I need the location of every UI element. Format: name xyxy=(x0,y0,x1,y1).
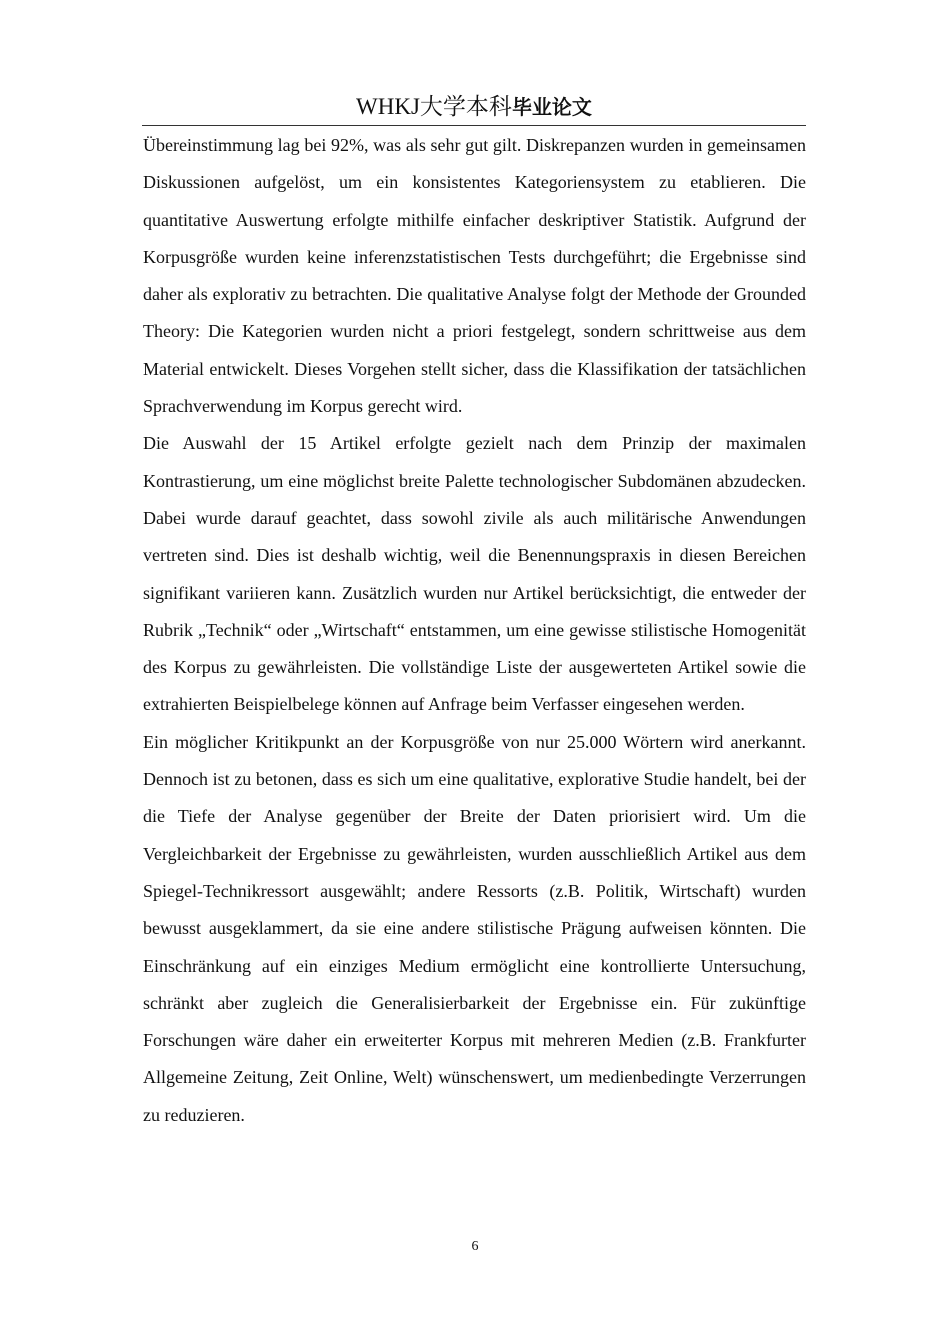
paragraph-2: Die Auswahl der 15 Artikel erfolgte gezielt nach dem Prinzip der maximalen Kontrastierung, um eine möglichst breite Palette technologischer Subdomänen abzudecken. Dabei wurde darauf geachtet, dass sowohl zivile als auch militärische Anwendungen vertreten sind. Dies ist deshalb wichtig, weil die Benennungspraxis in diesen Bereichen signifikant variieren kann. Zusätzlich wurden nur Artikel berücksichtigt, die entweder der Rubrik „Technik“ oder „Wirtschaft“ entstammen, um eine gewisse stilistische Homogenität des Korpus zu gewährleisten. Die vollständige Liste der ausgewerteten Artikel sowie die extrahierten Beispielbelege können auf Anfrage beim Verfasser eingesehen werden. xyxy=(143,433,806,715)
header-title-plain: WHKJ大学本科 xyxy=(356,94,512,119)
page-number: 6 xyxy=(471,1239,479,1254)
page-header xyxy=(142,92,806,125)
paragraph-3: Ein möglicher Kritikpunkt an der Korpusgröße von nur 25.000 Wörtern wird anerkannt. Dennoch ist zu betonen, dass es sich um eine qualitative, explorative Studie handelt, bei der die Tiefe der Analyse gegenüber der Breite der Daten priorisiert wird. Um die Vergleichbarkeit der Ergebnisse zu gewährleisten, wurden ausschließlich Artikel aus dem Spiegel-Technikressort ausgewählt; andere Ressorts (z.B. Politik, Wirtschaft) wurden bewusst ausgeklammert, da sie eine andere stilistische Prägung aufweisen könnten. Die Einschränkung auf ein einziges Medium ermöglicht eine kontrollierte Untersuchung, schränkt aber zugleich die Generalisierbarkeit der Ergebnisse ein. Für zukünftige Forschungen wäre daher ein erweiterter Korpus mit mehreren Medien (z.B. Frankfurter Allgemeine Zeitung, Zeit Online, Welt) wünschenswert, um medienbedingte Verzerrungen zu reduzieren. xyxy=(143,731,806,1125)
body-text xyxy=(143,127,806,1134)
paragraph-1: Übereinstimmung lag bei 92%, was als sehr gut gilt. Diskrepanzen wurden in gemeinsamen Diskussionen aufgelöst, um ein konsistentes Kategoriensystem zu etablieren. Die quantitative Auswertung erfolgte mithilfe einfacher deskriptiver Statistik. Aufgrund der Korpusgröße wurden keine inferenzstatistischen Tests durchgeführt; die Ergebnisse sind daher als explorativ zu betrachten. Die qualitative Analyse folgt der Methode der Grounded Theory: Die Kategorien wurden nicht a priori festgelegt, sondern schrittweise aus dem Material entwickelt. Dieses Vorgehen stellt sicher, dass die Klassifikation der tatsächlichen Sprachverwendung im Korpus gerecht wird. xyxy=(143,135,806,417)
header-title-bold: 毕业论文 xyxy=(511,95,592,119)
header-rule xyxy=(142,125,806,126)
